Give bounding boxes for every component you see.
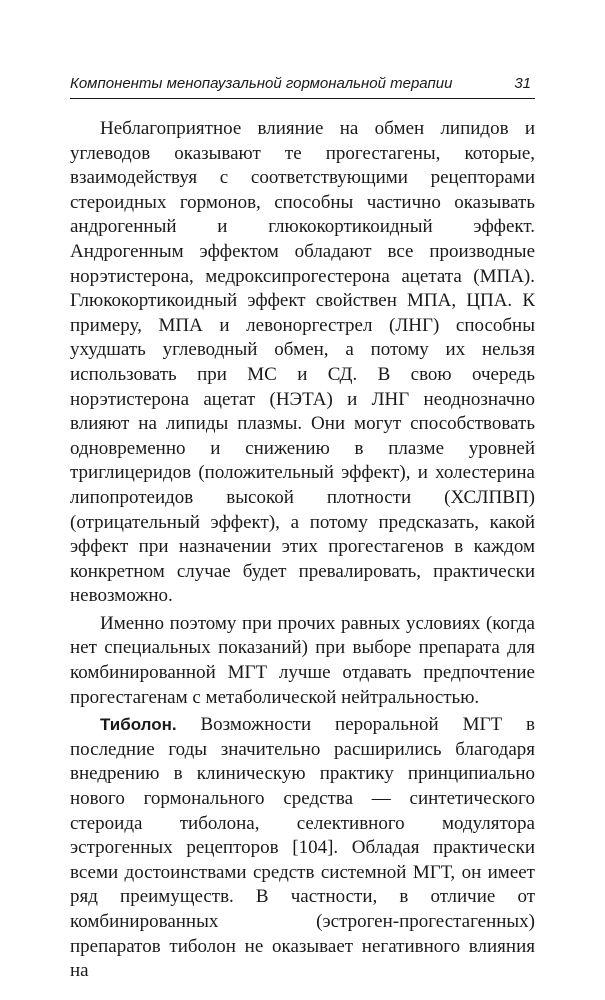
running-title: Компоненты менопаузальной гормональной терапии	[70, 75, 453, 92]
paragraph-tibolone	[70, 713, 535, 984]
body-text	[70, 117, 535, 984]
page-number: 31	[514, 75, 531, 92]
paragraph-text: Возможности пероральной МГТ в последние годы значительно расширились благодаря внедрению в клиническую практику принципиально нового гормонального средства — синтетического стероида тиболона, селективного модулятора эстрогенных рецепторов [104]. Обладая практически всеми достоинствами средств системной МГТ, он имеет ряд преимуществ. В частности, в отличие от комбинированных (эстроген-прогестагенных) препаратов тиболон не оказывает негативного влияния на	[70, 714, 535, 982]
paragraph-text: Именно поэтому при прочих равных условиях (когда нет специальных показаний) при выборе препарата для комбинированной МГТ лучше отдавать предпочтение прогестагенам с метаболической нейтральностью.	[70, 612, 535, 708]
paragraph-lipid-effects	[70, 117, 535, 609]
running-header	[70, 74, 535, 99]
lead-term: Тиболон.	[100, 715, 177, 735]
paragraph-text: Неблагоприятное влияние на обмен липидов и углеводов оказывают те прогестагены, которые, взаимодействуя с соответствующими рецепторами стероидных гормонов, способны частично оказывать андрогенный и глюкокортикоидный эффект. Андрогенным эффектом обладают все производные норэтистерона, медроксипрогестерона ацетата (МПА). Глюкокортикоидный эффект свойствен МПА, ЦПА. К примеру, МПА и левоноргестрел (ЛНГ) способны ухудшать углеводный обмен, а потому их нельзя использовать при МС и СД. В свою очередь норэтистерона ацетат (НЭТА) и ЛНГ неоднозначно влияют на липиды плазмы. Они могут способствовать одновременно и снижению в плазме уровней триглицеридов (положительный эффект), и холестерина липопротеидов высокой плотности (ХСЛПВП) (отрицательный эффект), а потому предсказать, какой эффект при назначении этих прогестагенов в каждом конкретном случае будет превалировать, практически невозможно.	[70, 118, 535, 607]
paragraph-recommendation	[70, 612, 535, 710]
